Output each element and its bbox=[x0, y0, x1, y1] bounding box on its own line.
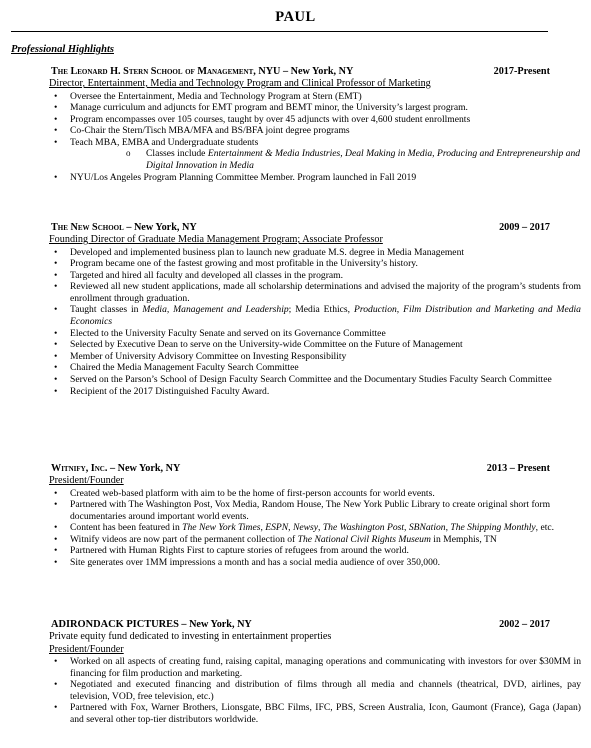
list-item: • Oversee the Entertainment, Media and Technology Program at Stern (EMT) bbox=[51, 91, 581, 103]
list-item: • Created web-based platform with aim to be the home of first-person accounts for world events. bbox=[51, 488, 581, 500]
list-item: • Partnered with Human Rights First to capture stories of refugees from around the world. bbox=[51, 545, 581, 557]
list-item: • Reviewed all new student applications, made all scholarship determinations and advised the majority of the program’s students from enrollment through graduation. bbox=[51, 281, 581, 304]
date-range: 2017-Present bbox=[493, 66, 550, 77]
list-item: • Partnered with The Washington Post, Vox Media, Random House, The New York Public Library to create original short form documentaries around important world events. bbox=[51, 499, 581, 522]
list-item: • Developed and implemented business plan to launch new graduate M.S. degree in Media Management bbox=[51, 247, 581, 259]
location: New York, NY bbox=[189, 619, 252, 630]
list-item: • Program became one of the fastest growing and most profitable in the University’s history. bbox=[51, 258, 581, 270]
candidate-name: PAUL bbox=[275, 9, 316, 25]
organization-name: ADIRONDACK PICTURES bbox=[51, 619, 179, 630]
list-item: • Co-Chair the Stern/Tisch MBA/MFA and BS/BFA joint degree programs bbox=[51, 125, 581, 137]
header-rule bbox=[11, 31, 548, 32]
list-item: • Served on the Parson’s School of Design Faculty Search Committee and the Documentary Studies Faculty Search Committee bbox=[51, 374, 581, 386]
location: New York, NY bbox=[117, 463, 181, 474]
location: New York, NY bbox=[133, 222, 197, 233]
date-range: 2002 – 2017 bbox=[499, 619, 550, 630]
date-range: 2009 – 2017 bbox=[499, 222, 550, 233]
list-item: • NYU/Los Angeles Program Planning Committee Member. Program launched in Fall 2019 bbox=[51, 172, 581, 184]
entry-witnify bbox=[51, 462, 581, 569]
bullet-list bbox=[51, 656, 581, 726]
list-item: • Negotiated and executed financing and distribution of films through all media and channels (theatrical, DVD, airlines, pay television, VOD, free television, etc.) bbox=[51, 679, 581, 702]
list-item: • Targeted and hired all faculty and developed all classes in the program. bbox=[51, 270, 581, 282]
list-item: • Program encompasses over 105 courses, taught by over 45 adjuncts with over 4,600 student enrollments bbox=[51, 114, 581, 126]
list-item: • Recipient of the 2017 Distinguished Faculty Award. bbox=[51, 386, 581, 398]
job-title: President/Founder bbox=[49, 643, 124, 655]
organization-name: The Leonard H. Stern School of Management, NYU bbox=[51, 66, 281, 77]
bullet-list bbox=[51, 91, 581, 184]
location: New York, NY bbox=[290, 66, 354, 77]
job-title: Director, Entertainment, Media and Technology Program and Clinical Professor of Marketing bbox=[49, 78, 431, 89]
list-item: • Content has been featured in The New York Times, ESPN, Newsy, The Washington Post, SBNation, The Shipping Monthly, etc. bbox=[51, 522, 581, 534]
bullet-list bbox=[51, 488, 581, 569]
entry-header: ADIRONDACK PICTURES – New York, NY 2002 – 2017 bbox=[51, 619, 550, 630]
job-title: Founding Director of Graduate Media Management Program; Associate Professor bbox=[49, 234, 383, 245]
list-item: • Witnify videos are now part of the permanent collection of The National Civil Rights Museum in Memphis, TN bbox=[51, 534, 581, 546]
list-item: • Elected to the University Faculty Senate and served on its Governance Committee bbox=[51, 328, 581, 340]
list-item: • Teach MBA, EMBA and Undergraduate students bbox=[51, 137, 581, 149]
date-range: 2013 – Present bbox=[486, 463, 550, 474]
job-title: President/Founder bbox=[49, 475, 124, 486]
list-item: • Site generates over 1MM impressions a month and has a social media audience of over 350,000. bbox=[51, 557, 581, 569]
entry-nyu-stern bbox=[51, 65, 581, 183]
entry-adirondack bbox=[51, 618, 581, 726]
bullet-list bbox=[51, 247, 581, 398]
list-item: • Manage curriculum and adjuncts for EMT program and BEMT minor, the University’s largest program. bbox=[51, 102, 581, 114]
list-item: • Taught classes in Media, Management and Leadership; Media Ethics, Production, Film Distribution and Marketing and Media Economics bbox=[51, 304, 581, 327]
list-item: • Chaired the Media Management Faculty Search Committee bbox=[51, 362, 581, 374]
entry-new-school bbox=[51, 221, 581, 397]
entry-header: The New School – New York, NY 2009 – 2017 bbox=[51, 222, 550, 233]
list-item: • Partnered with Fox, Warner Brothers, Lionsgate, BBC Films, IFC, PBS, Screen Australia, Icon, Gaumont (France), Gaga (Japan) and several other top-tier distributors worldwide. bbox=[51, 702, 581, 725]
organization-name: The New School bbox=[51, 222, 124, 233]
sub-list-item: o Classes include Entertainment & Media Industries, Deal Making in Media, Producing and Entrepreneurship and Digital Innovation in Media bbox=[51, 148, 581, 171]
entry-header: Witnify, Inc. – New York, NY 2013 – Present bbox=[51, 463, 550, 474]
list-item: • Selected by Executive Dean to serve on the University-wide Committee on the Future of Management bbox=[51, 339, 581, 351]
organization-description: Private equity fund dedicated to investing in entertainment properties bbox=[49, 631, 332, 642]
organization-name: Witnify, Inc. bbox=[51, 463, 108, 474]
list-item: • Worked on all aspects of creating fund, raising capital, managing operations and communicating with investors for over $30MM in financing for film production and marketing. bbox=[51, 656, 581, 679]
entry-header: The Leonard H. Stern School of Management, NYU – New York, NY 2017-Present bbox=[51, 66, 550, 77]
section-title: Professional Highlights bbox=[11, 44, 114, 55]
list-item: • Member of University Advisory Committee on Investing Responsibility bbox=[51, 351, 581, 363]
